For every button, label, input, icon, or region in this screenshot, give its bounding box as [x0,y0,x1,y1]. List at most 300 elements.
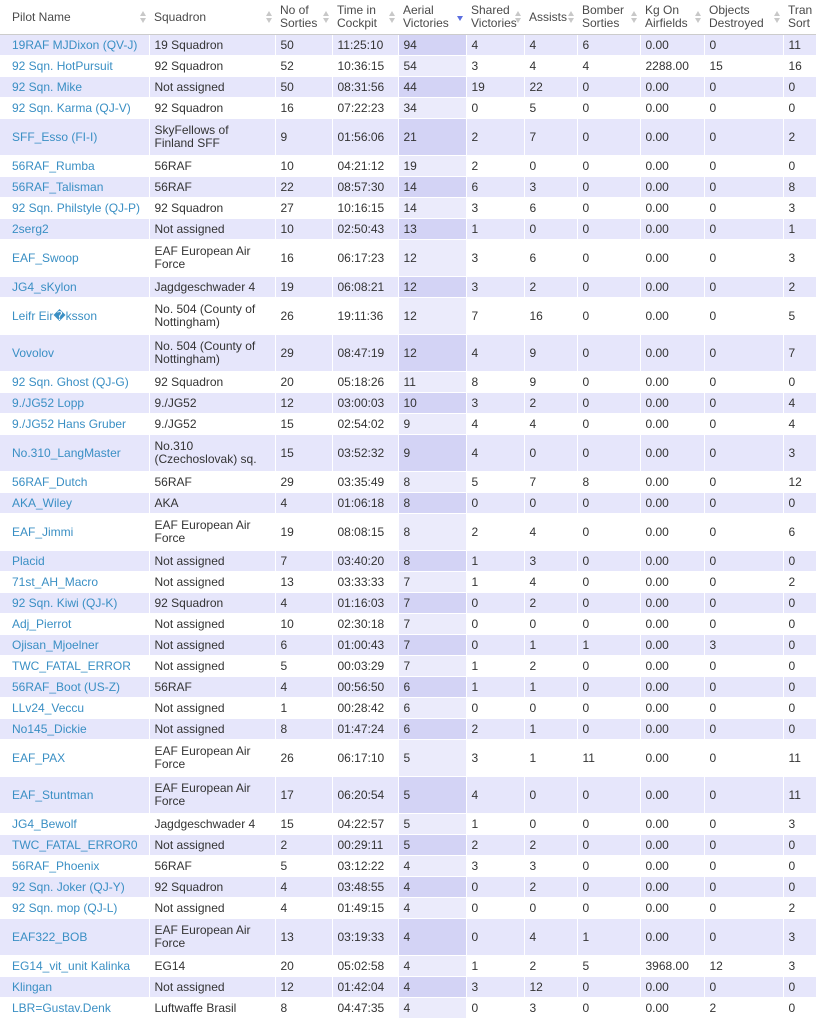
cell-value: 0 [709,553,717,568]
cell-aerial-victories [398,956,466,977]
cell-aerial-victories [398,835,466,856]
cell-value: 0 [582,374,590,389]
cell-time-in-cockpit [332,877,398,898]
cell-value: 0.00 [645,374,669,389]
cell-value: 0.00 [645,495,669,510]
pilot-name-link[interactable]: 71st_AH_Macro [12,574,99,589]
cell-assists [524,835,577,856]
pilot-name-link[interactable]: EG14_vit_unit Kalinka [12,958,131,973]
cell-value: 5 [529,100,537,115]
cell-time-in-cockpit [332,414,398,435]
cell-value: 1 [471,574,479,589]
cell-kg-on-airfields [640,719,704,740]
cell-shared-victories [466,593,524,614]
cell-aerial-victories [398,777,466,814]
cell-value: Not assigned [154,700,225,715]
column-header-transport-sorties[interactable] [783,0,816,35]
cell-aerial-victories [398,335,466,372]
cell-value: 0 [471,616,479,631]
cell-value: 2 [471,721,479,736]
cell-value: 50 [280,79,294,94]
cell-aerial-victories [398,77,466,98]
column-header-squadron[interactable] [149,0,275,35]
cell-value: 0 [709,616,717,631]
cell-value: 6 [403,679,411,694]
cell-transport-sorties [783,593,816,614]
cell-shared-victories [466,493,524,514]
cell-bomber-sorties [577,177,640,198]
cell-value: 2 [471,524,479,539]
cell-value: 4 [403,958,411,973]
sort-descending-icon [457,11,463,23]
column-header-label: Assists [529,9,568,24]
column-header-label: Time in Cockpit [337,3,378,30]
cell-value: 08:08:15 [337,524,385,539]
cell-value: 2 [788,129,796,144]
cell-aerial-victories [398,240,466,277]
cell-value: 0 [788,637,796,652]
cell-kg-on-airfields [640,240,704,277]
cell-pilot-name [0,177,149,198]
pilot-name-link[interactable]: EAF_Stuntman [12,787,94,802]
cell-aerial-victories [398,372,466,393]
cell-value: 0 [709,445,717,460]
pilot-name-link[interactable]: LLv24_Veccu [12,700,85,715]
cell-aerial-victories [398,593,466,614]
cell-value: 12 [403,308,417,323]
cell-assists [524,514,577,551]
cell-value: 08:57:30 [337,179,385,194]
column-header-kg-on-airfields[interactable] [640,0,704,35]
cell-squadron [149,240,275,277]
cell-assists [524,656,577,677]
cell-value: 7 [529,129,537,144]
column-header-pilot-name[interactable] [0,0,149,35]
cell-objects-destroyed [704,414,783,435]
cell-value: 11 [788,750,801,765]
cell-value: 0.00 [645,553,669,568]
cell-value: 0 [529,445,537,460]
cell-shared-victories [466,740,524,777]
table-row [0,514,816,551]
cell-value: 16 [529,308,543,323]
cell-value: 0 [709,900,717,915]
pilot-name-link[interactable]: Klingan [12,979,53,994]
cell-assists [524,414,577,435]
cell-value: 0 [709,816,717,831]
cell-time-in-cockpit [332,56,398,77]
cell-value: 2 [471,158,479,173]
cell-value: 10 [280,221,294,236]
cell-value: 2288.00 [645,58,689,73]
pilot-name-link[interactable]: TWC_FATAL_ERROR [12,658,131,673]
cell-no-of-sorties [275,335,332,372]
pilot-name-link[interactable]: 2serg2 [12,221,49,236]
cell-value: Luftwaffe Brasil [154,1000,237,1015]
cell-shared-victories [466,198,524,219]
column-header-objects-destroyed[interactable] [704,0,783,35]
cell-no-of-sorties [275,777,332,814]
cell-value: 3 [471,279,479,294]
cell-value: SkyFellows of Finland SFF [154,123,229,150]
cell-time-in-cockpit [332,372,398,393]
cell-time-in-cockpit [332,198,398,219]
cell-value: 0 [582,221,590,236]
cell-shared-victories [466,119,524,156]
table-row [0,35,816,56]
cell-no-of-sorties [275,740,332,777]
cell-value: 0 [709,279,717,294]
cell-no-of-sorties [275,156,332,177]
column-header-label: Objects Destroyed [709,3,764,30]
cell-shared-victories [466,777,524,814]
cell-kg-on-airfields [640,414,704,435]
cell-bomber-sorties [577,98,640,119]
pilot-name-link[interactable]: 56RAF_Rumba [12,158,95,173]
cell-squadron [149,472,275,493]
cell-pilot-name [0,856,149,877]
cell-pilot-name [0,35,149,56]
cell-objects-destroyed [704,472,783,493]
pilot-name-link[interactable]: SFF_Esso (FI-I) [12,129,98,144]
cell-value: 0 [582,1000,590,1015]
table-row [0,814,816,835]
pilot-name-link[interactable]: EAF_Swoop [12,250,79,265]
cell-shared-victories [466,56,524,77]
cell-value: 0 [582,279,590,294]
cell-kg-on-airfields [640,977,704,998]
cell-value: 3 [471,58,479,73]
cell-kg-on-airfields [640,919,704,956]
cell-no-of-sorties [275,493,332,514]
cell-value: 4 [403,1000,411,1015]
cell-value: 9./JG52 [154,416,197,431]
pilot-name-link[interactable]: 9./JG52 Lopp [12,395,85,410]
cell-squadron [149,677,275,698]
cell-value: 15 [280,445,294,460]
cell-value: 3 [788,200,796,215]
cell-objects-destroyed [704,198,783,219]
cell-value: 0 [471,495,479,510]
cell-value: 3 [529,553,537,568]
pilot-name-link[interactable]: EAF_Jimmi [12,524,74,539]
pilot-name-link[interactable]: JG4_Bewolf [12,816,77,831]
cell-pilot-name [0,372,149,393]
cell-assists [524,493,577,514]
cell-value: 3 [788,958,796,973]
cell-value: 0 [471,900,479,915]
cell-value: 0 [582,345,590,360]
table-row [0,277,816,298]
cell-value: 01:00:43 [337,637,385,652]
cell-squadron [149,414,275,435]
cell-value: 92 Squadron [154,200,224,215]
cell-bomber-sorties [577,472,640,493]
cell-value: 9 [403,445,411,460]
cell-value: EAF European Air Force [154,744,251,771]
cell-value: 0.00 [645,837,669,852]
cell-transport-sorties [783,572,816,593]
pilot-name-link[interactable]: JG4_sKylon [12,279,77,294]
cell-value: 15 [280,816,294,831]
pilot-name-link[interactable]: 92 Sqn. mop (QJ-L) [12,900,118,915]
pilot-name-link[interactable]: 92 Sqn. Karma (QJ-V) [12,100,131,115]
cell-transport-sorties [783,472,816,493]
cell-assists [524,198,577,219]
cell-value: 0 [788,700,796,715]
cell-transport-sorties [783,219,816,240]
cell-pilot-name [0,493,149,514]
cell-value: 0.00 [645,750,669,765]
cell-bomber-sorties [577,677,640,698]
sort-icon [695,11,701,23]
pilot-name-link[interactable]: EAF322_BOB [12,929,88,944]
cell-aerial-victories [398,514,466,551]
cell-value: 0 [582,858,590,873]
cell-value: 26 [280,750,294,765]
pilot-name-link[interactable]: 92 Sqn. Kiwi (QJ-K) [12,595,118,610]
cell-time-in-cockpit [332,998,398,1019]
cell-pilot-name [0,740,149,777]
cell-time-in-cockpit [332,77,398,98]
cell-value: 92 Squadron [154,595,224,610]
column-header-time-in-cockpit[interactable] [332,0,398,35]
pilot-name-link[interactable]: EAF_PAX [12,750,66,765]
cell-value: 0 [709,679,717,694]
cell-shared-victories [466,35,524,56]
cell-value: 0 [788,553,796,568]
cell-value: 03:35:49 [337,474,385,489]
cell-time-in-cockpit [332,472,398,493]
pilot-name-link[interactable]: 56RAF_Talisman [12,179,104,194]
cell-value: 0 [582,308,590,323]
cell-value: 0 [582,200,590,215]
cell-value: 0 [582,445,590,460]
table-row [0,998,816,1019]
table-header-row [0,0,816,35]
cell-value: 0 [709,929,717,944]
cell-value: 3968.00 [645,958,689,973]
pilot-name-link[interactable]: 92 Sqn. HotPursuit [12,58,113,73]
cell-no-of-sorties [275,277,332,298]
cell-value: 3 [788,250,796,265]
cell-value: 9 [529,374,537,389]
pilot-name-link[interactable]: 56RAF_Phoenix [12,858,100,873]
cell-value: 0.00 [645,700,669,715]
cell-value: 4 [471,416,479,431]
cell-pilot-name [0,919,149,956]
cell-value: 11 [582,750,595,765]
cell-kg-on-airfields [640,656,704,677]
cell-value: Not assigned [154,637,225,652]
cell-no-of-sorties [275,593,332,614]
table-row [0,956,816,977]
pilot-name-link[interactable]: Ojisan_Mjoelner [12,637,99,652]
cell-value: 0 [471,100,479,115]
cell-value: 04:21:12 [337,158,385,173]
cell-objects-destroyed [704,177,783,198]
cell-value: 03:33:33 [337,574,385,589]
cell-bomber-sorties [577,835,640,856]
pilot-name-link[interactable]: Adj_Pierrot [12,616,72,631]
cell-assists [524,77,577,98]
cell-pilot-name [0,977,149,998]
cell-squadron [149,898,275,919]
table-row [0,335,816,372]
cell-value: 0 [582,787,590,802]
cell-value: 7 [280,553,288,568]
cell-value: 8 [403,495,411,510]
cell-kg-on-airfields [640,298,704,335]
pilot-name-link[interactable]: Vovolov [12,345,55,360]
cell-objects-destroyed [704,435,783,472]
cell-value: 11 [788,37,801,52]
pilot-name-link[interactable]: 19RAF MJDixon (QV-J) [12,37,138,52]
cell-value: 0 [582,837,590,852]
cell-value: 0 [709,658,717,673]
cell-shared-victories [466,77,524,98]
cell-transport-sorties [783,493,816,514]
cell-time-in-cockpit [332,977,398,998]
cell-pilot-name [0,98,149,119]
cell-transport-sorties [783,298,816,335]
pilot-name-link[interactable]: 9./JG52 Hans Gruber [12,416,127,431]
cell-value: 02:30:18 [337,616,385,631]
cell-value: 92 Squadron [154,58,224,73]
cell-value: 0 [582,900,590,915]
cell-time-in-cockpit [332,898,398,919]
cell-no-of-sorties [275,919,332,956]
cell-time-in-cockpit [332,956,398,977]
cell-squadron [149,593,275,614]
table-row [0,372,816,393]
column-header-aerial-victories[interactable] [398,0,466,35]
pilot-name-link[interactable]: Leifr Eir�ksson [12,308,97,323]
cell-value: 56RAF [154,179,192,194]
cell-no-of-sorties [275,472,332,493]
cell-value: 4 [788,395,796,410]
cell-objects-destroyed [704,719,783,740]
cell-pilot-name [0,898,149,919]
cell-value: 2 [529,395,537,410]
cell-bomber-sorties [577,277,640,298]
cell-aerial-victories [398,156,466,177]
cell-value: 6 [280,637,288,652]
cell-assists [524,740,577,777]
cell-objects-destroyed [704,240,783,277]
cell-value: 20 [280,374,294,389]
cell-objects-destroyed [704,956,783,977]
cell-value: 03:48:55 [337,879,385,894]
column-header-shared-victories[interactable] [466,0,524,35]
cell-value: 0 [709,158,717,173]
sort-icon [323,11,329,23]
cell-value: 0 [582,100,590,115]
cell-squadron [149,298,275,335]
cell-value: 00:29:11 [337,837,384,852]
pilot-name-link[interactable]: 56RAF_Boot (US-Z) [12,679,121,694]
pilot-name-link[interactable]: 92 Sqn. Ghost (QJ-G) [12,374,129,389]
cell-value: 3 [788,445,796,460]
cell-value: 34 [403,100,417,115]
cell-value: 07:22:23 [337,100,385,115]
cell-transport-sorties [783,614,816,635]
cell-value: 0 [709,345,717,360]
cell-pilot-name [0,277,149,298]
cell-value: 4 [582,58,590,73]
table-row [0,77,816,98]
cell-value: 54 [403,58,417,73]
pilot-name-link[interactable]: 92 Sqn. Joker (QJ-Y) [12,879,125,894]
cell-value: 12 [403,279,417,294]
cell-squadron [149,335,275,372]
cell-pilot-name [0,835,149,856]
cell-value: 1 [788,221,796,236]
cell-pilot-name [0,956,149,977]
pilot-name-link[interactable]: 92 Sqn. Philstyle (QJ-P) [12,200,141,215]
pilot-name-link[interactable]: AKA_Wiley [12,495,73,510]
cell-aerial-victories [398,740,466,777]
cell-squadron [149,119,275,156]
cell-squadron [149,277,275,298]
cell-no-of-sorties [275,514,332,551]
column-header-no-of-sorties[interactable] [275,0,332,35]
pilot-name-link[interactable]: 56RAF_Dutch [12,474,88,489]
cell-time-in-cockpit [332,814,398,835]
cell-kg-on-airfields [640,593,704,614]
pilot-name-link[interactable]: TWC_FATAL_ERROR0 [12,837,138,852]
cell-kg-on-airfields [640,277,704,298]
cell-value: Jagdgeschwader 4 [154,816,256,831]
cell-value: 12 [529,979,543,994]
cell-transport-sorties [783,898,816,919]
cell-value: 0 [709,129,717,144]
cell-value: 13 [280,574,294,589]
cell-time-in-cockpit [332,393,398,414]
cell-bomber-sorties [577,240,640,277]
cell-transport-sorties [783,177,816,198]
cell-value: Not assigned [154,616,225,631]
cell-objects-destroyed [704,998,783,1019]
column-header-bomber-sorties[interactable] [577,0,640,35]
cell-assists [524,814,577,835]
cell-value: 5 [582,958,590,973]
cell-time-in-cockpit [332,614,398,635]
pilot-name-link[interactable]: 92 Sqn. Mike [12,79,83,94]
cell-no-of-sorties [275,298,332,335]
pilot-name-link[interactable]: No.310_LangMaster [12,445,121,460]
cell-kg-on-airfields [640,777,704,814]
cell-squadron [149,740,275,777]
cell-bomber-sorties [577,156,640,177]
cell-value: 4 [471,37,479,52]
pilot-name-link[interactable]: No145_Dickie [12,721,87,736]
cell-shared-victories [466,514,524,551]
cell-transport-sorties [783,956,816,977]
cell-time-in-cockpit [332,35,398,56]
cell-value: 13 [280,929,294,944]
cell-objects-destroyed [704,919,783,956]
cell-time-in-cockpit [332,514,398,551]
cell-value: 4 [529,37,537,52]
pilot-name-link[interactable]: LBR=Gustav.Denk [12,1000,111,1015]
cell-pilot-name [0,814,149,835]
cell-value: 0 [709,495,717,510]
pilot-name-link[interactable]: Placid [12,553,45,568]
table-row [0,298,816,335]
column-header-assists[interactable] [524,0,577,35]
cell-aerial-victories [398,435,466,472]
